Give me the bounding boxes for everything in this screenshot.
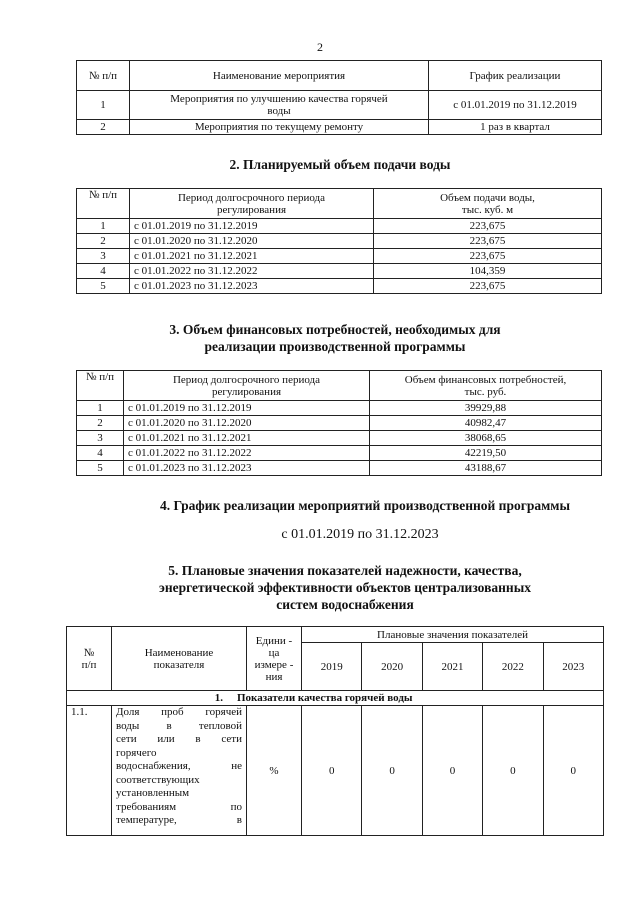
col-header-schedule: График реализации — [429, 61, 602, 91]
section-5-title: 5. Плановые значения показателей надежности, качества, энергетической эффективности объектов централизованных систем водоснабжения — [158, 563, 531, 612]
table-row: 4 с 01.01.2022 по 31.12.2022 104,359 — [77, 264, 602, 279]
year-header: 2023 — [543, 643, 603, 691]
section-row: 1. Показатели качества горячей воды — [67, 691, 604, 706]
table-row: 3 с 01.01.2021 по 31.12.2021 223,675 — [77, 249, 602, 264]
table-row: 2 с 01.01.2020 по 31.12.2020 40982,47 — [77, 416, 602, 431]
section-3-title: 3. Объем финансовых потребностей, необходимых для реализации производственной программы — [169, 322, 501, 354]
year-header: 2021 — [422, 643, 482, 691]
col-header-activity: Наименование мероприятия — [130, 61, 429, 91]
table-row: 1 Мероприятия по улучшению качества горячей воды с 01.01.2019 по 31.12.2019 — [77, 91, 602, 120]
table-row: 1 с 01.01.2019 по 31.12.2019 39929,88 — [77, 401, 602, 416]
section-2-title: 2. Планируемый объем подачи воды — [229, 157, 451, 172]
table-row: 3 с 01.01.2021 по 31.12.2021 38068,65 — [77, 431, 602, 446]
table-row: 4 с 01.01.2022 по 31.12.2022 42219,50 — [77, 446, 602, 461]
table-row: 1 с 01.01.2019 по 31.12.2019 223,675 — [77, 219, 602, 234]
table-row: 1.1. Доля проб горячей воды в тепловой сети или в сети горячего водоснабжения, не соответствующих установленным требованиям по температуре, в % 0 0 0 0 0 — [67, 706, 604, 836]
planned-values-header: Плановые значения показателей — [302, 627, 604, 643]
year-header: 2019 — [302, 643, 362, 691]
page-number: 2 — [317, 40, 323, 54]
water-volume-table: № п/п Период долгосрочного периода регулирования Объем подачи воды, тыс. куб. м 1 с 01.01.2019 по 31.12.2019 223,675 2 с 01.01.2020 по 31.12.2020 223,675 3 с 01.01.2021 по 31.12.2021 223,675 4 с 01.01.2022 по 31.12.2022 104,359 5 с 01.01.2023 по 31.12.2023 223,675 — [76, 188, 602, 294]
year-header: 2022 — [483, 643, 543, 691]
table-row: 5 с 01.01.2023 по 31.12.2023 223,675 — [77, 279, 602, 294]
financial-needs-table: № п/п Период долгосрочного периода регулирования Объем финансовых потребностей, тыс. руб. 1 с 01.01.2019 по 31.12.2019 39929,88 2 с 01.01.2020 по 31.12.2020 40982,47 3 с 01.01.2021 по 31.12.2021 38068,65 4 с 01.01.2022 по 31.12.2022 42219,50 5 с 01.01.2023 по 31.12.2023 43188,67 — [76, 370, 602, 476]
section-4-title: 4. График реализации мероприятий производственной программы — [159, 498, 571, 513]
table-row: 2 Мероприятия по текущему ремонту 1 раз в квартал — [77, 120, 602, 135]
indicators-table: № п/п Наименование показателя Едини - ца измере - ния Плановые значения показателей 2019 2020 2021 2022 2023 1. Показатели качества горячей воды 1.1. Доля проб горячей воды в тепловой сети или в сети горячего водоснабжения, не соответствующих установленным требованиям по температуре, в % 0 0 0 0 0 — [66, 626, 604, 836]
year-header: 2020 — [362, 643, 422, 691]
table-row: 2 с 01.01.2020 по 31.12.2020 223,675 — [77, 234, 602, 249]
col-header-num: № п/п — [77, 61, 130, 91]
table-row: 5 с 01.01.2023 по 31.12.2023 43188,67 — [77, 461, 602, 476]
activities-table — [76, 60, 602, 135]
section-4-period: с 01.01.2019 по 31.12.2023 — [281, 527, 439, 542]
